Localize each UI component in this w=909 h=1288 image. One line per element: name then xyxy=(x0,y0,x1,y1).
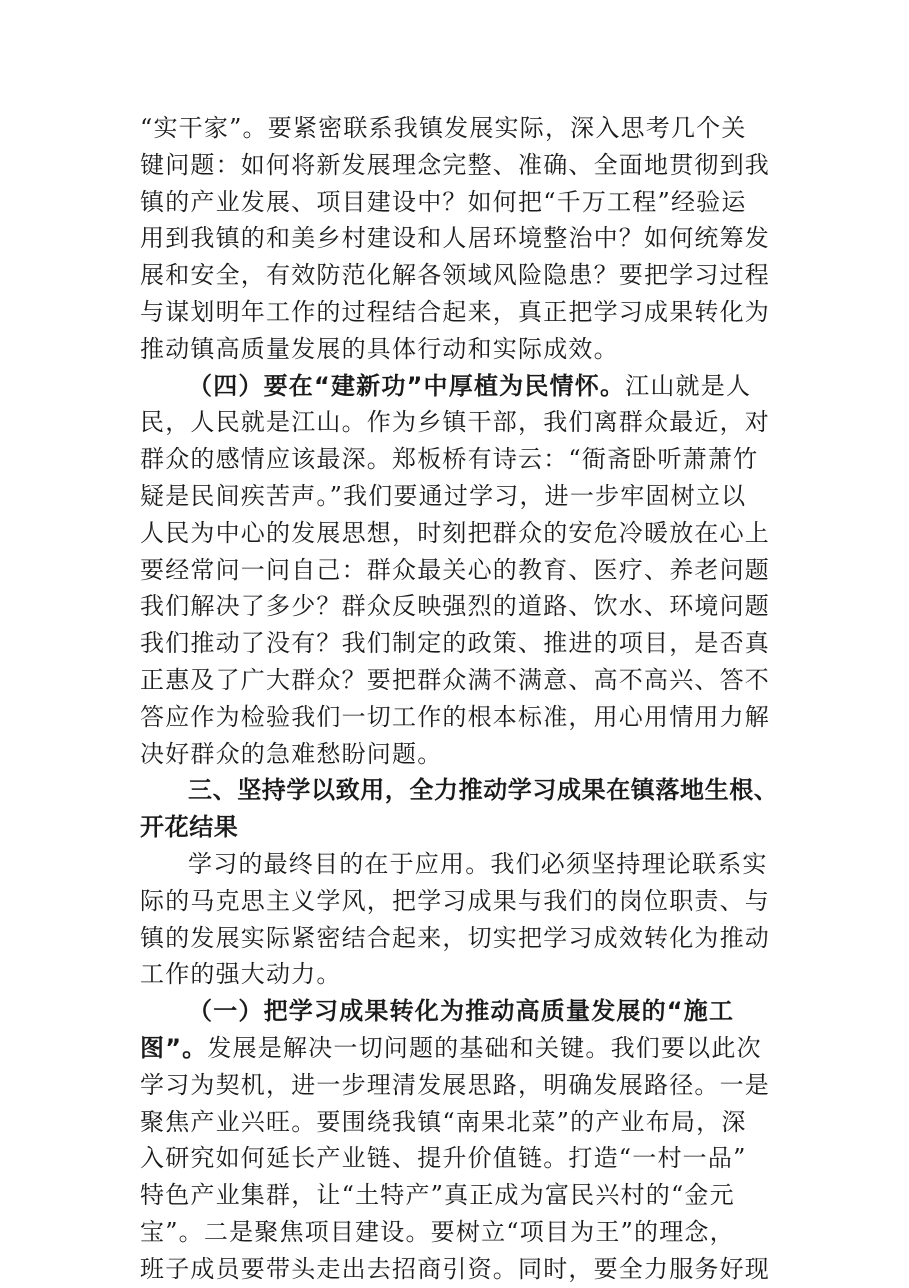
text-line: 决好群众的急难愁盼问题。 xyxy=(140,739,443,768)
text-line: 用到我镇的和美乡村建设和人居环境整治中？如何统筹发 xyxy=(140,224,770,253)
document-body xyxy=(140,110,780,1288)
paragraph-study-purpose xyxy=(140,846,780,993)
text-line: 与谋划明年工作的过程结合起来，真正把学习成果转化为 xyxy=(140,297,770,326)
text-line: 学习为契机，进一步理清发展思路，明确发展路径。一是 xyxy=(140,1070,770,1099)
text-line: 民，人民就是江山。作为乡镇干部，我们离群众最近，对 xyxy=(140,408,770,437)
text-line: “实干家”。要紧密联系我镇发展实际，深入思考几个关 xyxy=(140,114,747,142)
paragraph-section-one xyxy=(140,993,780,1287)
text-line: 答应作为检验我们一切工作的根本标准，用心用情用力解 xyxy=(140,702,770,731)
subsection-heading: （一）把学习成果转化为推动高质量发展的“施工 xyxy=(188,997,735,1026)
text-line: 镇的产业发展、项目建设中？如何把“千万工程”经验运 xyxy=(140,187,747,216)
text-line xyxy=(140,1030,780,1067)
text-line: 群众的感情应该最深。郑板桥有诗云：“衙斋卧听萧萧竹 xyxy=(140,445,759,474)
text-line: 宝”。二是聚焦项目建设。要树立“项目为王”的理念， xyxy=(140,1217,735,1246)
text-line: 镇的发展实际紧密结合起来，切实把学习成效转化为推动 xyxy=(140,923,770,952)
text-line xyxy=(140,368,780,405)
subsection-heading: （四）要在“建新功”中厚植为民情怀。 xyxy=(188,371,626,400)
text-line: 正惠及了广大群众？要把群众满不满意、高不高兴、答不 xyxy=(140,665,770,694)
text-line: 键问题：如何将新发展理念完整、准确、全面地贯彻到我 xyxy=(140,150,770,179)
text-line: 工作的强大动力。 xyxy=(140,960,342,989)
text-line: 入研究如何延长产业链、提升价值链。打造“一村一品” xyxy=(140,1144,747,1173)
text-line: 班子成员要带头走出去招商引资。同时，要全力服务好现 xyxy=(140,1254,770,1283)
heading-line: 开花结果 xyxy=(140,813,239,842)
text-line: 际的马克思主义学风，把学习成果与我们的岗位职责、与 xyxy=(140,886,770,915)
text-run: 发展是解决一切问题的基础和关键。我们要以此次 xyxy=(207,1033,762,1062)
text-run: 江山就是人 xyxy=(625,371,752,400)
text-line: 展和安全，有效防范化解各领域风险隐患？要把学习过程 xyxy=(140,261,770,290)
text-line: 疑是民间疾苦声。”我们要通过学习，进一步牢固树立以 xyxy=(140,481,747,510)
paragraph-section-four xyxy=(140,368,780,773)
text-line: 聚焦产业兴旺。要围绕我镇“南果北菜”的产业布局，深 xyxy=(140,1107,747,1136)
text-line: 特色产业集群，让“土特产”真正成为富民兴村的“金元 xyxy=(140,1181,735,1210)
section-heading-three xyxy=(140,772,780,846)
text-line: 我们推动了没有？我们制定的政策、推进的项目，是否真 xyxy=(140,629,770,658)
subsection-heading-cont: 图”。 xyxy=(140,1033,208,1062)
text-line: 要经常问一问自己：群众最关心的教育、医疗、养老问题 xyxy=(140,555,770,584)
paragraph-shigan xyxy=(140,110,780,368)
text-line: 我们解决了多少？群众反映强烈的道路、饮水、环境问题 xyxy=(140,592,770,621)
text-line: 人民为中心的发展思想，时刻把群众的安危冷暖放在心上 xyxy=(140,518,770,547)
text-line: 学习的最终目的在于应用。我们必须坚持理论联系实 xyxy=(188,849,768,878)
text-line: 推动镇高质量发展的具体行动和实际成效。 xyxy=(140,334,619,363)
heading-line: 三、坚持学以致用，全力推动学习成果在镇落地生根、 xyxy=(188,776,779,805)
